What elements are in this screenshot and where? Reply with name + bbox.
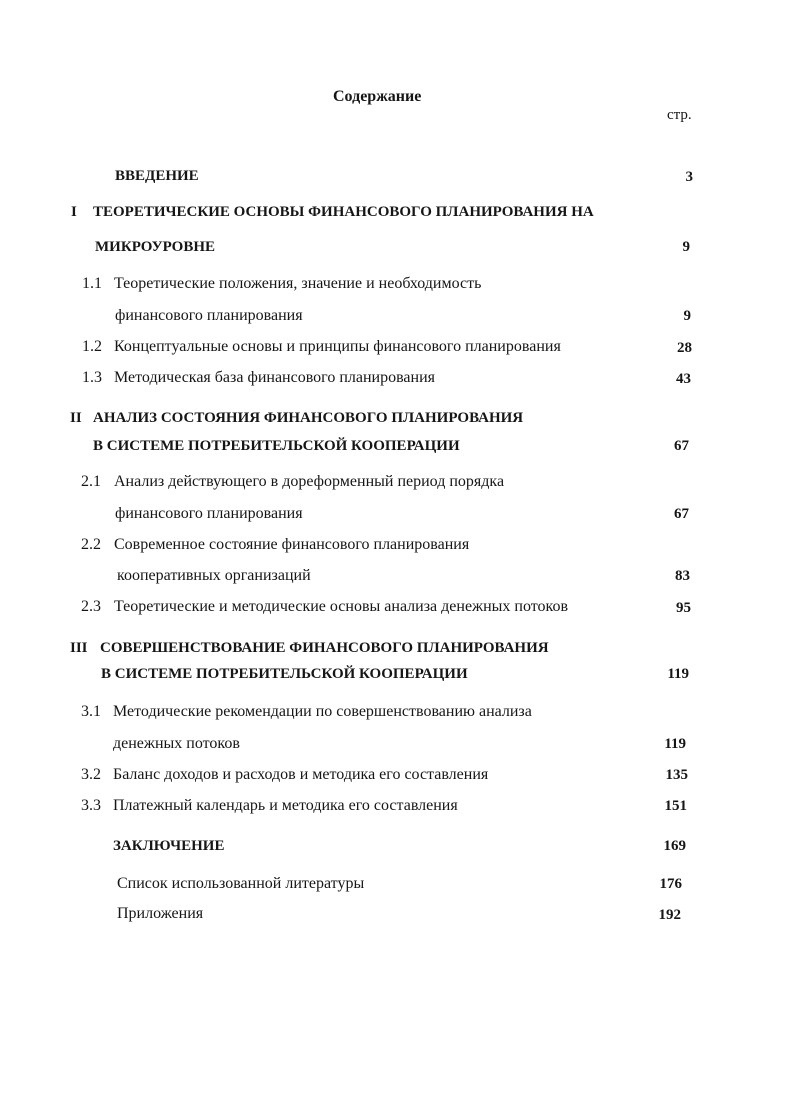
toc-chapter-title: ТЕОРЕТИЧЕСКИЕ ОСНОВЫ ФИНАНСОВОГО ПЛАНИРОВАНИЯ НА (93, 204, 594, 220)
toc-page-number: 9 (683, 308, 691, 324)
toc-section-title: Баланс доходов и расходов и методика его составления (113, 766, 489, 783)
toc-section-title: Методическая база финансового планирования (114, 369, 436, 386)
toc-chapter-title: АНАЛИЗ СОСТОЯНИЯ ФИНАНСОВОГО ПЛАНИРОВАНИЯ (93, 410, 524, 426)
toc-section-number: 2.1 (81, 473, 101, 490)
toc-page-number: 169 (663, 838, 686, 854)
toc-page-number: 119 (664, 736, 686, 752)
toc-section-title: Методические рекомендации по совершенствованию анализа (113, 703, 532, 720)
toc-chapter-number: III (70, 640, 88, 656)
toc-page-number: 67 (674, 438, 689, 454)
page-column-label: стр. (667, 107, 692, 123)
toc-section-title-cont: денежных потоков (113, 735, 240, 752)
toc-entry-bibliography: Список использованной литературы (117, 875, 365, 892)
toc-section-number: 2.2 (81, 536, 101, 553)
toc-entry-conclusion: ЗАКЛЮЧЕНИЕ (113, 838, 225, 854)
toc-page-number: 135 (665, 767, 688, 783)
toc-entry-appendices: Приложения (117, 905, 204, 922)
toc-page-number: 3 (685, 169, 693, 185)
toc-section-number: 1.1 (82, 275, 102, 292)
toc-section-title-cont: финансового планирования (115, 505, 303, 522)
toc-chapter-title-cont: В СИСТЕМЕ ПОТРЕБИТЕЛЬСКОЙ КООПЕРАЦИИ (101, 666, 468, 682)
toc-section-number: 1.2 (82, 338, 102, 355)
toc-chapter-title: СОВЕРШЕНСТВОВАНИЕ ФИНАНСОВОГО ПЛАНИРОВАНИЯ (100, 640, 549, 656)
toc-chapter-number: II (70, 410, 82, 426)
toc-section-title: Концептуальные основы и принципы финансового планирования (114, 338, 561, 355)
toc-section-title: Теоретические положения, значение и необходимость (114, 275, 482, 292)
toc-section-number: 2.3 (81, 598, 101, 615)
toc-chapter-title-cont: В СИСТЕМЕ ПОТРЕБИТЕЛЬСКОЙ КООПЕРАЦИИ (93, 438, 460, 454)
toc-section-title-cont: финансового планирования (115, 307, 303, 324)
toc-section-title-cont: кооперативных организаций (117, 567, 311, 584)
toc-section-title: Современное состояние финансового планирования (114, 536, 470, 553)
toc-section-number: 3.3 (81, 797, 101, 814)
toc-page-number: 192 (658, 907, 681, 923)
toc-page-number: 67 (674, 506, 689, 522)
toc-entry-introduction: ВВЕДЕНИЕ (115, 168, 199, 184)
toc-page-number: 9 (682, 239, 690, 255)
toc-section-number: 3.1 (81, 703, 101, 720)
toc-page-number: 83 (675, 568, 690, 584)
toc-page-number: 119 (667, 666, 689, 682)
toc-section-title: Анализ действующего в дореформенный период порядка (114, 473, 505, 490)
toc-section-title: Платежный календарь и методика его составления (113, 797, 458, 814)
toc-page-number: 28 (677, 340, 692, 356)
toc-page-number: 43 (676, 371, 691, 387)
page-title: Содержание (333, 88, 422, 105)
toc-section-title: Теоретические и методические основы анализа денежных потоков (114, 598, 569, 615)
toc-chapter-title-cont: МИКРОУРОВНЕ (95, 239, 216, 255)
toc-chapter-number: I (71, 204, 77, 220)
toc-page-number: 151 (664, 798, 687, 814)
toc-page-number: 95 (676, 600, 691, 616)
toc-section-number: 1.3 (82, 369, 102, 386)
toc-section-number: 3.2 (81, 766, 101, 783)
toc-page-number: 176 (659, 876, 682, 892)
